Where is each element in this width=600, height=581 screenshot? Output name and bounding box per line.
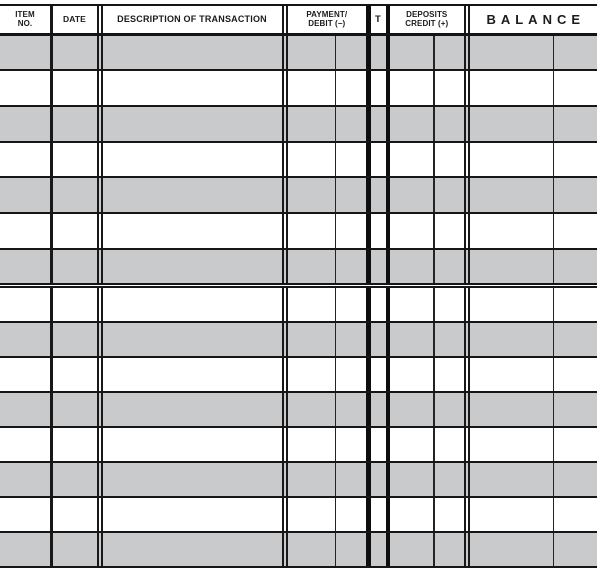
cell-item-no[interactable] (0, 178, 50, 212)
cell-deposit-cents[interactable] (435, 323, 464, 356)
cell-t-checkbox[interactable] (371, 393, 386, 426)
cell-deposit-cents[interactable] (435, 428, 464, 461)
cell-t-checkbox[interactable] (371, 143, 386, 177)
cell-description[interactable] (103, 428, 282, 461)
cell-deposit-cents[interactable] (435, 36, 464, 70)
cell-deposit-cents[interactable] (435, 358, 464, 391)
cell-item-no[interactable] (0, 143, 50, 177)
cell-t-checkbox[interactable] (371, 36, 386, 70)
register-row (0, 107, 597, 143)
cell-description[interactable] (103, 250, 282, 284)
cell-balance-cents[interactable] (554, 143, 597, 177)
cell-deposit-dollars[interactable] (390, 358, 433, 391)
register-row (0, 498, 597, 533)
cell-deposit-cents[interactable] (435, 463, 464, 496)
cell-description[interactable] (103, 107, 282, 141)
cell-balance-dollars[interactable] (470, 533, 553, 566)
cell-payment-cents[interactable] (336, 533, 366, 566)
cell-balance-cents[interactable] (554, 428, 597, 461)
header-payment-line2: DEBIT (−) (308, 19, 346, 29)
cell-t-checkbox[interactable] (371, 498, 386, 531)
cell-date[interactable] (53, 36, 97, 70)
cell-item-no[interactable] (0, 323, 50, 356)
cell-item-no[interactable] (0, 36, 50, 70)
cell-payment-cents[interactable] (336, 36, 366, 70)
register-row (0, 393, 597, 428)
cell-deposit-cents[interactable] (435, 71, 464, 105)
cell-deposit-cents[interactable] (435, 533, 464, 566)
cell-payment-dollars[interactable] (288, 533, 335, 566)
cell-balance-dollars[interactable] (470, 463, 553, 496)
header-t-column: T (375, 13, 381, 25)
cell-balance-cents[interactable] (554, 533, 597, 566)
cell-description[interactable] (103, 323, 282, 356)
cell-date[interactable] (53, 107, 97, 141)
cell-deposit-cents[interactable] (435, 250, 464, 284)
cell-balance-dollars[interactable] (470, 250, 553, 284)
register-row (0, 250, 597, 286)
cell-date[interactable] (53, 214, 97, 248)
cell-payment-dollars[interactable] (288, 250, 335, 284)
cell-balance-dollars[interactable] (470, 143, 553, 177)
cell-t-checkbox[interactable] (371, 463, 386, 496)
cell-deposit-dollars[interactable] (390, 143, 433, 177)
cell-deposit-cents[interactable] (435, 498, 464, 531)
cell-balance-dollars[interactable] (470, 358, 553, 391)
cell-deposit-dollars[interactable] (390, 36, 433, 70)
register-row (0, 428, 597, 463)
table-header-row (0, 6, 597, 36)
cell-item-no[interactable] (0, 533, 50, 566)
cell-payment-cents[interactable] (336, 323, 366, 356)
register-row (0, 288, 597, 323)
cell-deposit-cents[interactable] (435, 143, 464, 177)
cell-payment-cents[interactable] (336, 71, 366, 105)
cell-date[interactable] (53, 533, 97, 566)
header-item-no-line2: NO. (17, 19, 33, 29)
cell-deposit-cents[interactable] (435, 214, 464, 248)
cell-payment-dollars[interactable] (288, 463, 335, 496)
cell-balance-cents[interactable] (554, 250, 597, 284)
header-date: DATE (63, 13, 86, 24)
cell-description[interactable] (103, 143, 282, 177)
cell-description[interactable] (103, 178, 282, 212)
cell-balance-dollars[interactable] (470, 71, 553, 105)
cell-payment-dollars[interactable] (288, 71, 335, 105)
cell-t-checkbox[interactable] (371, 250, 386, 284)
cell-description[interactable] (103, 358, 282, 391)
cell-balance-dollars[interactable] (470, 178, 553, 212)
cell-deposit-dollars[interactable] (390, 498, 433, 531)
cell-payment-cents[interactable] (336, 107, 366, 141)
table-body (0, 36, 597, 569)
cell-payment-cents[interactable] (336, 463, 366, 496)
cell-balance-dollars[interactable] (470, 498, 553, 531)
cell-payment-dollars[interactable] (288, 214, 335, 248)
register-row (0, 323, 597, 358)
cell-t-checkbox[interactable] (371, 214, 386, 248)
cell-balance-dollars[interactable] (470, 36, 553, 70)
cell-balance-dollars[interactable] (470, 288, 553, 321)
cell-date[interactable] (53, 288, 97, 321)
cell-date[interactable] (53, 358, 97, 391)
cell-item-no[interactable] (0, 393, 50, 426)
cell-t-checkbox[interactable] (371, 107, 386, 141)
cell-date[interactable] (53, 463, 97, 496)
cell-item-no[interactable] (0, 250, 50, 284)
cell-deposit-dollars[interactable] (390, 428, 433, 461)
cell-balance-cents[interactable] (554, 358, 597, 391)
cell-date[interactable] (53, 71, 97, 105)
cell-description[interactable] (103, 533, 282, 566)
cell-deposit-dollars[interactable] (390, 393, 433, 426)
register-row (0, 36, 597, 72)
cell-item-no[interactable] (0, 214, 50, 248)
cell-deposit-cents[interactable] (435, 393, 464, 426)
cell-balance-dollars[interactable] (470, 393, 553, 426)
cell-payment-cents[interactable] (336, 498, 366, 531)
cell-description[interactable] (103, 498, 282, 531)
cell-item-no[interactable] (0, 107, 50, 141)
cell-description[interactable] (103, 393, 282, 426)
cell-date[interactable] (53, 498, 97, 531)
cell-payment-dollars[interactable] (288, 288, 335, 321)
cell-deposit-dollars[interactable] (390, 288, 433, 321)
check-register-table (0, 4, 597, 568)
cell-deposit-cents[interactable] (435, 178, 464, 212)
cell-date[interactable] (53, 178, 97, 212)
cell-payment-dollars[interactable] (288, 178, 335, 212)
cell-balance-cents[interactable] (554, 178, 597, 212)
cell-payment-dollars[interactable] (288, 323, 335, 356)
header-balance: BALANCE (486, 11, 586, 27)
cell-balance-cents[interactable] (554, 36, 597, 70)
register-row (0, 358, 597, 393)
cell-payment-cents[interactable] (336, 250, 366, 284)
header-item-no (0, 6, 50, 33)
header-deposits-credit (390, 6, 464, 33)
header-description: DESCRIPTION OF TRANSACTION (117, 13, 267, 24)
cell-date[interactable] (53, 323, 97, 356)
cell-deposit-dollars[interactable] (390, 107, 433, 141)
cell-deposit-cents[interactable] (435, 107, 464, 141)
cell-balance-cents[interactable] (554, 214, 597, 248)
cell-payment-cents[interactable] (336, 428, 366, 461)
cell-date[interactable] (53, 143, 97, 177)
header-deposits-line1: DEPOSITS (406, 9, 448, 19)
cell-payment-dollars[interactable] (288, 143, 335, 177)
cell-deposit-dollars[interactable] (390, 533, 433, 566)
cell-t-checkbox[interactable] (371, 533, 386, 566)
cell-t-checkbox[interactable] (371, 288, 386, 321)
cell-payment-dollars[interactable] (288, 107, 335, 141)
cell-item-no[interactable] (0, 498, 50, 531)
cell-balance-dollars[interactable] (470, 323, 553, 356)
cell-description[interactable] (103, 71, 282, 105)
cell-t-checkbox[interactable] (371, 178, 386, 212)
cell-balance-cents[interactable] (554, 463, 597, 496)
header-deposits-line2: CREDIT (+) (405, 19, 449, 29)
cell-deposit-dollars[interactable] (390, 178, 433, 212)
register-row (0, 463, 597, 498)
cell-description[interactable] (103, 214, 282, 248)
cell-description[interactable] (103, 36, 282, 70)
cell-payment-cents[interactable] (336, 178, 366, 212)
cell-payment-dollars[interactable] (288, 498, 335, 531)
cell-deposit-cents[interactable] (435, 288, 464, 321)
register-row (0, 214, 597, 250)
header-payment-line1: PAYMENT/ (306, 9, 348, 19)
cell-t-checkbox[interactable] (371, 71, 386, 105)
cell-description[interactable] (103, 463, 282, 496)
cell-deposit-dollars[interactable] (390, 71, 433, 105)
cell-balance-cents[interactable] (554, 288, 597, 321)
cell-payment-cents[interactable] (336, 393, 366, 426)
cell-balance-cents[interactable] (554, 498, 597, 531)
header-item-no-line1: ITEM (15, 9, 35, 19)
cell-date[interactable] (53, 250, 97, 284)
cell-payment-dollars[interactable] (288, 428, 335, 461)
cell-payment-cents[interactable] (336, 288, 366, 321)
header-payment-debit (288, 6, 367, 33)
register-row (0, 143, 597, 179)
cell-payment-dollars[interactable] (288, 358, 335, 391)
register-row (0, 533, 597, 568)
cell-payment-cents[interactable] (336, 143, 366, 177)
cell-balance-dollars[interactable] (470, 107, 553, 141)
cell-t-checkbox[interactable] (371, 323, 386, 356)
cell-item-no[interactable] (0, 288, 50, 321)
cell-t-checkbox[interactable] (371, 428, 386, 461)
cell-item-no[interactable] (0, 428, 50, 461)
cell-deposit-dollars[interactable] (390, 250, 433, 284)
cell-payment-dollars[interactable] (288, 393, 335, 426)
cell-deposit-dollars[interactable] (390, 214, 433, 248)
cell-description[interactable] (103, 288, 282, 321)
register-row (0, 178, 597, 214)
register-row (0, 71, 597, 107)
cell-payment-dollars[interactable] (288, 36, 335, 70)
cell-balance-dollars[interactable] (470, 428, 553, 461)
cell-balance-cents[interactable] (554, 323, 597, 356)
cell-t-checkbox[interactable] (371, 358, 386, 391)
cell-payment-cents[interactable] (336, 358, 366, 391)
cell-date[interactable] (53, 428, 97, 461)
cell-item-no[interactable] (0, 463, 50, 496)
cell-balance-cents[interactable] (554, 71, 597, 105)
cell-balance-cents[interactable] (554, 393, 597, 426)
cell-deposit-dollars[interactable] (390, 463, 433, 496)
cell-balance-dollars[interactable] (470, 214, 553, 248)
cell-deposit-dollars[interactable] (390, 323, 433, 356)
cell-payment-cents[interactable] (336, 214, 366, 248)
cell-balance-cents[interactable] (554, 107, 597, 141)
cell-item-no[interactable] (0, 358, 50, 391)
cell-date[interactable] (53, 393, 97, 426)
cell-item-no[interactable] (0, 71, 50, 105)
